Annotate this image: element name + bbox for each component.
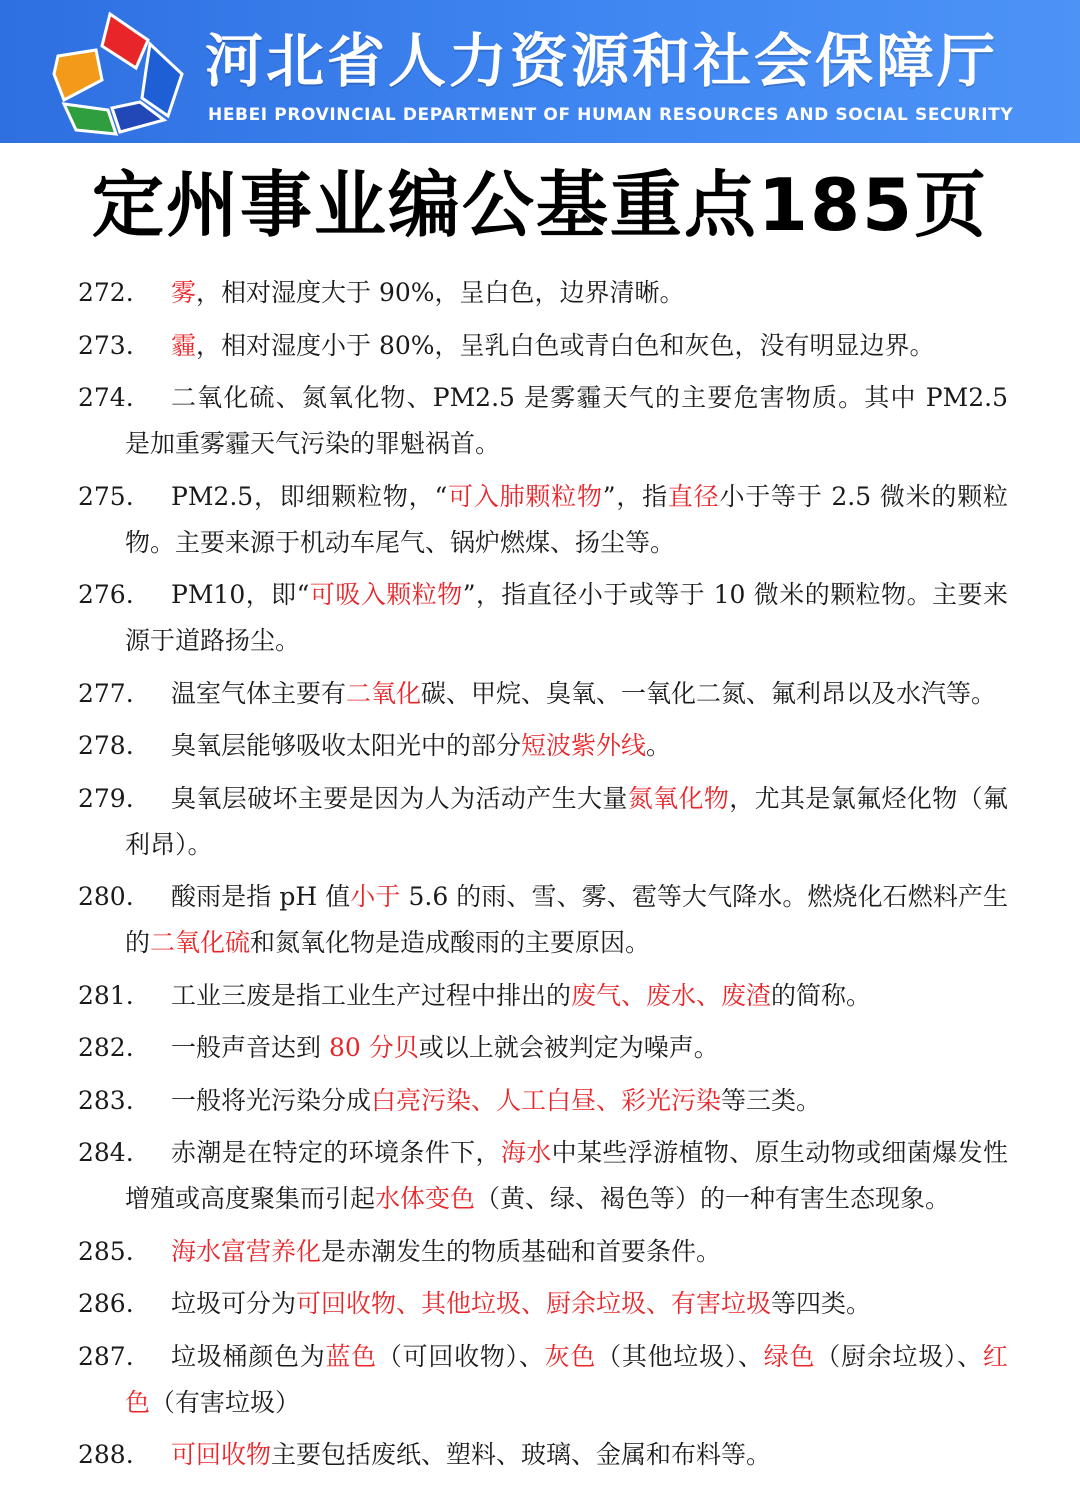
header-banner: [0, 0, 1080, 143]
item-text: [125, 1130, 1008, 1222]
plain-text: 二氧化硫、氮氧化物、PM2.5 是雾霾天气的主要危害物质。其中 PM2.5 是加重雾霾天气污染的罪魁祸首。: [125, 383, 1008, 458]
plain-text: ，相对湿度小于 80%，呈乳白色或青白色和灰色，没有明显边界。: [196, 330, 935, 360]
item-number: 279.: [78, 783, 134, 813]
highlight-text: 白亮污染、人工白昼、彩光污染: [371, 1085, 722, 1115]
list-item: [78, 1281, 1008, 1327]
list-item: [78, 1229, 1008, 1275]
item-number: 282.: [78, 1033, 134, 1062]
item-number: 283.: [78, 1085, 134, 1115]
org-name-en: HEBEI PROVINCIAL DEPARTMENT OF HUMAN RESOURCES AND SOCIAL SECURITY: [208, 105, 1014, 125]
item-text: [125, 776, 1008, 868]
highlight-text: 短波紫外线: [521, 731, 647, 760]
highlight-text: 可回收物: [171, 1440, 272, 1469]
highlight-text: 灰色: [544, 1341, 597, 1371]
highlight-text: 小于: [350, 882, 401, 911]
plain-text: 是赤潮发生的物质基础和首要条件。: [321, 1236, 722, 1266]
item-number: 274.: [78, 383, 134, 412]
plain-text: 赤潮是在特定的环境条件下，: [171, 1138, 501, 1167]
list-item: [78, 1432, 1008, 1478]
item-text: [125, 874, 1008, 966]
list-item: [78, 323, 1008, 369]
plain-text: 等四类。: [771, 1289, 872, 1318]
plain-text: 一般声音达到: [171, 1033, 329, 1062]
item-text: [125, 973, 1008, 1019]
highlight-text: 80 分贝: [328, 1033, 419, 1062]
highlight-text: 二氧化硫: [150, 928, 251, 957]
plain-text: 。: [646, 731, 672, 760]
plain-text: 的简称。: [771, 980, 872, 1010]
item-text: [125, 270, 1008, 316]
list-item: [78, 1078, 1008, 1124]
item-text: [125, 474, 1008, 566]
highlight-text: 红色: [125, 1341, 1008, 1417]
item-number: 284.: [78, 1138, 134, 1167]
list-item: [78, 776, 1008, 868]
plain-text: PM10，即“: [171, 580, 310, 609]
list-item: [78, 973, 1008, 1019]
highlight-text: 海水: [500, 1138, 552, 1167]
highlight-text: 绿色: [763, 1341, 816, 1371]
plain-text: （可回收物）、: [376, 1341, 545, 1371]
highlight-text: 二氧化: [346, 678, 422, 708]
item-text: [125, 323, 1008, 369]
plain-text: 一般将光污染分成: [171, 1085, 372, 1115]
plain-text: 臭氧层破坏主要是因为人为活动产生大量: [171, 783, 628, 813]
list-item: [78, 1334, 1008, 1426]
item-number: 281.: [78, 980, 134, 1010]
highlight-text: 可回收物、其他垃圾、厨余垃圾、有害垃圾: [296, 1289, 772, 1318]
plain-text: 中某些浮游植物、原生动物或细菌爆发性增殖或高度聚集而引起: [125, 1138, 1008, 1213]
list-item: [78, 572, 1008, 664]
item-text: [125, 1281, 1008, 1327]
list-item: [78, 874, 1008, 966]
item-number: 273.: [78, 330, 134, 360]
item-text: [125, 572, 1008, 664]
hebei-hrss-emblem-icon: [50, 10, 185, 135]
plain-text: 主要包括废纸、塑料、玻璃、金属和布料等。: [271, 1440, 772, 1469]
item-text: [125, 1078, 1008, 1124]
item-number: 278.: [78, 731, 134, 760]
highlight-text: 蓝色: [325, 1341, 377, 1371]
item-number: 277.: [78, 678, 134, 708]
plain-text: PM2.5，即细颗粒物，“: [171, 481, 448, 511]
list-item: [78, 375, 1008, 467]
plain-text: （有害垃圾）: [150, 1387, 301, 1417]
highlight-text: 氮氧化物: [627, 783, 730, 813]
item-text: [125, 1229, 1008, 1275]
plain-text: 垃圾可分为: [171, 1289, 297, 1318]
item-number: 287.: [78, 1341, 134, 1371]
plain-text: 臭氧层能够吸收太阳光中的部分: [171, 731, 522, 760]
item-number: 272.: [78, 278, 134, 307]
highlight-text: 直径: [667, 481, 720, 511]
highlight-text: 霾: [171, 330, 197, 360]
item-text: [125, 1025, 1008, 1071]
plain-text: 酸雨是指 pH 值: [171, 882, 351, 911]
list-item: [78, 1025, 1008, 1071]
plain-text: 小于等于 2.5 微米的颗粒物。主要来源于机动车尾气、锅炉燃煤、扬尘等。: [125, 481, 1008, 557]
plain-text: 5.6 的雨、雪、雾、雹等大气降水。燃烧化石燃料产生的: [125, 882, 1008, 957]
list-item: [78, 270, 1008, 316]
highlight-text: 雾: [171, 278, 197, 307]
plain-text: 工业三废是指工业生产过程中排出的: [171, 980, 572, 1010]
item-number: 286.: [78, 1289, 134, 1318]
highlight-text: 海水富营养化: [171, 1236, 322, 1266]
item-number: 288.: [78, 1440, 134, 1469]
plain-text: 等三类。: [721, 1085, 822, 1115]
plain-text: 垃圾桶颜色为: [171, 1341, 326, 1371]
plain-text: 碳、甲烷、臭氧、一氧化二氮、氟利昂以及水汽等。: [421, 678, 997, 708]
page-title: 定州事业编公基重点185页: [91, 163, 989, 247]
plain-text: （其他垃圾）、: [596, 1341, 764, 1371]
plain-text: （厨余垃圾）、: [815, 1341, 983, 1371]
plain-text: ”，指: [602, 481, 668, 511]
plain-text: ”，指直径小于或等于 10 微米的颗粒物。主要来源于道路扬尘。: [125, 580, 1008, 655]
item-number: 280.: [78, 882, 134, 911]
list-item: [78, 1130, 1008, 1222]
item-text: [125, 1334, 1008, 1426]
highlight-text: 水体变色: [375, 1184, 476, 1213]
item-text: [125, 723, 1008, 769]
item-number: 275.: [78, 481, 134, 511]
plain-text: ，尤其是氯氟烃化物（氟利昂）。: [125, 783, 1008, 859]
list-item: [78, 671, 1008, 717]
item-number: 276.: [78, 580, 134, 609]
plain-text: ，相对湿度大于 90%，呈白色，边界清晰。: [196, 278, 685, 307]
item-text: [125, 1432, 1008, 1478]
plain-text: 温室气体主要有: [171, 678, 347, 708]
item-number: 285.: [78, 1236, 134, 1266]
plain-text: 和氮氧化物是造成酸雨的主要原因。: [250, 928, 651, 957]
list-item: [78, 474, 1008, 566]
org-name-cn: 河北省人力资源和社会保障厅: [205, 27, 999, 95]
item-text: [125, 671, 1008, 717]
plain-text: （黄、绿、褐色等）的一种有害生态现象。: [475, 1184, 951, 1213]
list-item: [78, 723, 1008, 769]
key-points-list: [78, 270, 1008, 1485]
plain-text: 或以上就会被判定为噪声。: [418, 1033, 719, 1062]
item-text: [125, 375, 1008, 467]
highlight-text: 可吸入颗粒物: [309, 580, 463, 609]
highlight-text: 可入肺颗粒物: [447, 481, 603, 511]
highlight-text: 废气、废水、废渣: [571, 980, 772, 1010]
